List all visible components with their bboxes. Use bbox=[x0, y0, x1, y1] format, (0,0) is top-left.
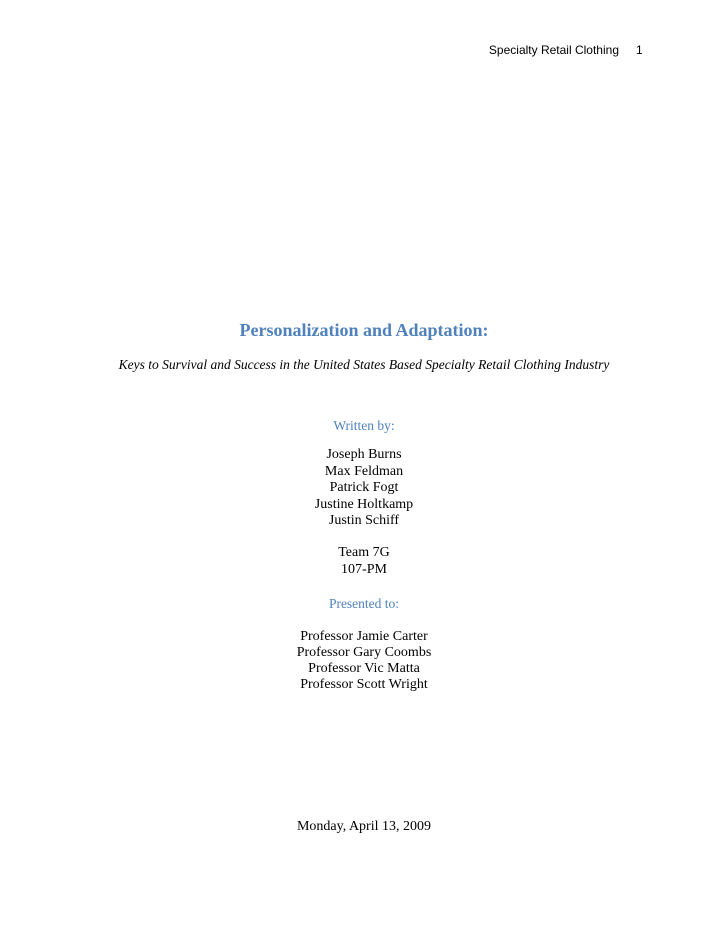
professor-name: Professor Jamie Carter bbox=[300, 629, 428, 644]
professor-list bbox=[264, 629, 464, 693]
team-info bbox=[300, 545, 428, 578]
written-by-label: Written by: bbox=[333, 418, 395, 433]
author-name: Justine Holtkamp bbox=[314, 496, 414, 512]
team-section: 107-PM bbox=[341, 561, 387, 577]
team-name: Team 7G bbox=[338, 545, 390, 560]
author-list bbox=[300, 447, 428, 530]
presented-to-label: Presented to: bbox=[328, 596, 400, 611]
professor-name: Professor Gary Coombs bbox=[296, 645, 432, 660]
author-name: Patrick Fogt bbox=[329, 480, 399, 495]
document-title: Personalization and Adaptation: bbox=[239, 320, 489, 340]
document-subtitle: Keys to Survival and Success in the United States Based Specialty Retail Clothing Industry bbox=[118, 357, 610, 372]
document-date: Monday, April 13, 2009 bbox=[296, 819, 432, 834]
author-name: Joseph Burns bbox=[326, 447, 402, 462]
page-number: 1 bbox=[636, 43, 643, 57]
professor-name: Professor Scott Wright bbox=[300, 677, 428, 692]
author-name: Max Feldman bbox=[324, 463, 404, 479]
professor-name: Professor Vic Matta bbox=[308, 661, 420, 676]
running-header-title: Specialty Retail Clothing bbox=[488, 43, 619, 57]
author-name: Justin Schiff bbox=[328, 513, 400, 528]
